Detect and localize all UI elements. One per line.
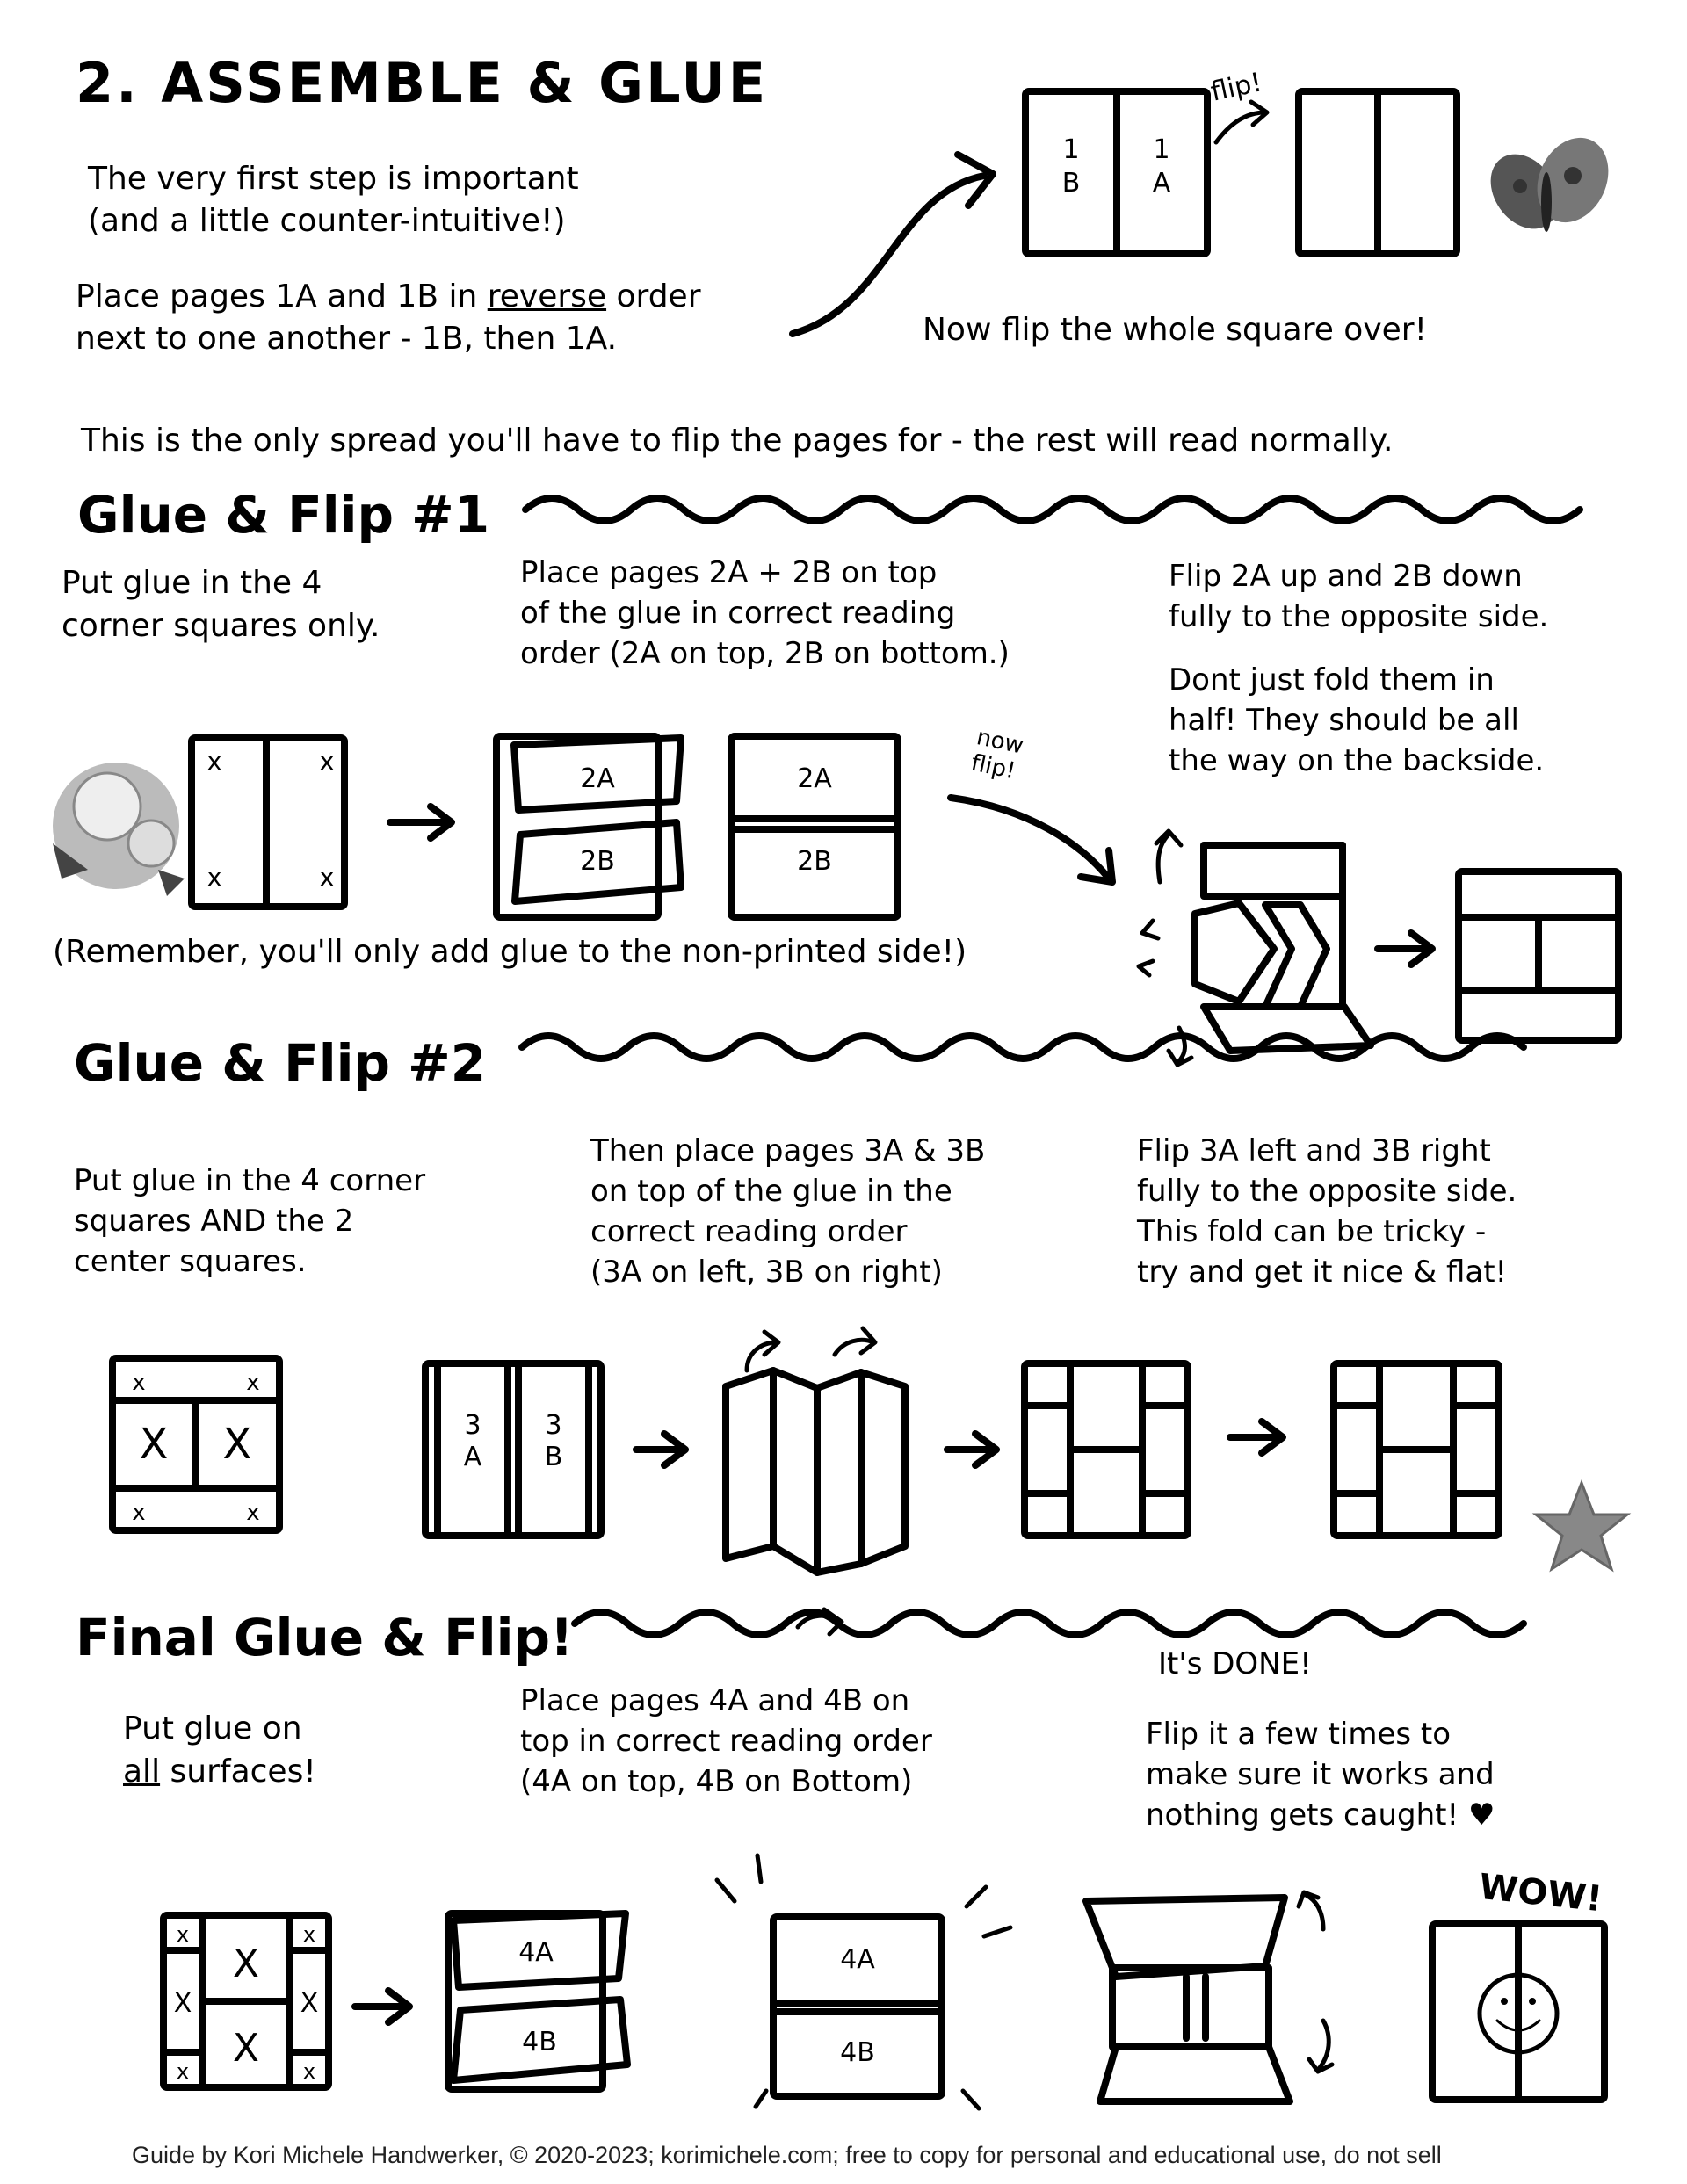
flipped-result-2a xyxy=(1025,1363,1188,1536)
label-3b: 3 B xyxy=(544,1410,563,1472)
flipping-diagram xyxy=(1139,831,1371,1065)
place-4a-4b-text: Place pages 4A and 4B on top in correct reading order (4A on top, 4B on Bottom) xyxy=(520,1683,932,1799)
x-mark: x xyxy=(132,1500,146,1526)
arrow-right xyxy=(1378,933,1432,965)
intro-line-1: The very first step is important xyxy=(88,161,579,197)
arrow-right xyxy=(636,1434,685,1465)
arrow-right xyxy=(947,1434,996,1465)
flip-3a-3b-text: Flip 3A left and 3B right fully to the opposite side. This fold can be tricky - try and get it nice & flat! xyxy=(1137,1133,1517,1290)
place-2a-2b-text: Place pages 2A + 2B on top of the glue in correct reading order (2A on top, 2B on bottom.) xyxy=(520,555,1010,671)
glue-corners-grid xyxy=(192,738,344,907)
only-spread-note: This is the only spread you'll have to flip the pages for - the rest will read normally. xyxy=(81,423,1394,459)
place-post: order xyxy=(606,278,701,315)
glue-all-grid xyxy=(163,1915,329,2087)
arrow-right xyxy=(1230,1421,1283,1453)
x-mark: x xyxy=(176,1922,190,1947)
label-4b: 4B xyxy=(522,2027,557,2057)
star-sticker xyxy=(1536,1483,1627,1569)
label-2b: 2B xyxy=(580,846,615,877)
flipped-spread xyxy=(1299,91,1457,254)
pages-2a-2b-placing xyxy=(496,736,681,917)
big-x-mark: X xyxy=(139,1420,169,1469)
glue-center-grid xyxy=(112,1358,279,1530)
label-4a: 4A xyxy=(518,1937,554,1968)
arrow-right xyxy=(390,806,452,838)
flip-label: flip! xyxy=(1207,67,1265,108)
intro-line-2: (and a little counter-intuitive!) xyxy=(88,203,566,239)
butterfly-image xyxy=(1477,127,1622,242)
pages-2a-2b-flat xyxy=(731,736,898,917)
place-3a-3b-text: Then place pages 3A & 3B on top of the glue in the correct reading order (3A on left, 3B on right) xyxy=(590,1133,986,1290)
label-4b: 4B xyxy=(840,2037,875,2068)
x-mark: x xyxy=(246,1370,260,1396)
label-3a: 3 A xyxy=(463,1410,482,1472)
glue-center-text: Put glue in the 4 corner squares AND the 2 center squares. xyxy=(74,1163,426,1279)
big-x-mark: X xyxy=(232,2026,260,2071)
pages-3a-3b xyxy=(425,1363,601,1536)
reverse-word: reverse xyxy=(487,278,607,315)
wavy-divider-1 xyxy=(525,498,1580,521)
all-word: all xyxy=(123,1753,161,1790)
page-1b-label: 1 B xyxy=(1061,134,1081,199)
label-2a: 2A xyxy=(580,763,615,794)
label-2a: 2A xyxy=(797,763,832,794)
flipped-result-1 xyxy=(1459,871,1618,1040)
dont-fold-text: Dont just fold them in half! They should be all the way on the backside. xyxy=(1169,662,1545,778)
label-4a: 4A xyxy=(840,1944,875,1975)
section-heading-glue-flip-2: Glue & Flip #2 xyxy=(74,1033,487,1093)
pages-4a-4b-placing xyxy=(448,1913,627,2089)
big-x-mark: X xyxy=(232,1942,260,1986)
glue-all-post: surfaces! xyxy=(160,1753,316,1790)
arrow-right xyxy=(355,1991,409,2022)
remember-note: (Remember, you'll only add glue to the non-printed side!) xyxy=(53,934,967,970)
x-mark: x xyxy=(132,1370,146,1396)
place-instruction-line-2: next to one another - 1B, then 1A. xyxy=(76,321,618,357)
done-text: It's DONE! xyxy=(1158,1646,1312,1681)
now-flip-label: now flip! xyxy=(968,724,1026,785)
big-x-mark: X xyxy=(222,1420,252,1469)
x-mark: X xyxy=(300,1988,319,2019)
x-mark: x xyxy=(319,863,335,892)
curved-arrow-to-spread xyxy=(793,176,984,334)
page-1a-label: 1 A xyxy=(1152,134,1171,199)
x-mark: x xyxy=(206,747,222,776)
x-mark: X xyxy=(173,1988,192,2019)
flip-caption: Now flip the whole square over! xyxy=(923,312,1428,348)
now-flip-arrow xyxy=(951,798,1109,879)
flip-arrow xyxy=(1216,112,1265,142)
flip-2a-2b-text: Flip 2A up and 2B down fully to the opposite side. xyxy=(1169,559,1549,634)
section-heading-glue-flip-1: Glue & Flip #1 xyxy=(77,485,490,545)
label-2b: 2B xyxy=(797,846,832,877)
folding-3a-3b xyxy=(726,1328,905,1634)
folding-final xyxy=(1086,1892,1332,2101)
x-mark: x xyxy=(246,1500,260,1526)
glue-corners-text: Put glue in the 4 corner squares only. xyxy=(62,565,380,644)
x-mark: x xyxy=(176,2059,190,2084)
wavy-divider-3 xyxy=(575,1612,1524,1635)
flipped-result-2b xyxy=(1334,1363,1499,1536)
x-mark: x xyxy=(302,2059,316,2084)
x-mark: x xyxy=(319,747,335,776)
place-pre: Place pages 1A and 1B in xyxy=(76,278,488,315)
wow-label: WOW! xyxy=(1477,1866,1604,1920)
glue-all-pre: Put glue on xyxy=(123,1710,302,1746)
section-heading-final: Final Glue & Flip! xyxy=(76,1608,574,1667)
x-mark: x xyxy=(302,1922,316,1947)
spread-1b-1a xyxy=(1025,91,1207,254)
flip-few-times-text: Flip it a few times to make sure it works and nothing gets caught! ♥ xyxy=(1146,1717,1495,1833)
wow-smiley xyxy=(1432,1867,1604,2100)
footer-credit: Guide by Kori Michele Handwerker, © 2020-2023; korimichele.com; free to copy for personal and educational use, do not sell xyxy=(132,2142,1442,2168)
page-title: 2. ASSEMBLE & GLUE xyxy=(76,51,769,115)
rose-image xyxy=(53,763,185,896)
x-mark: x xyxy=(206,863,222,892)
pages-4a-4b-flat xyxy=(717,1855,1010,2108)
